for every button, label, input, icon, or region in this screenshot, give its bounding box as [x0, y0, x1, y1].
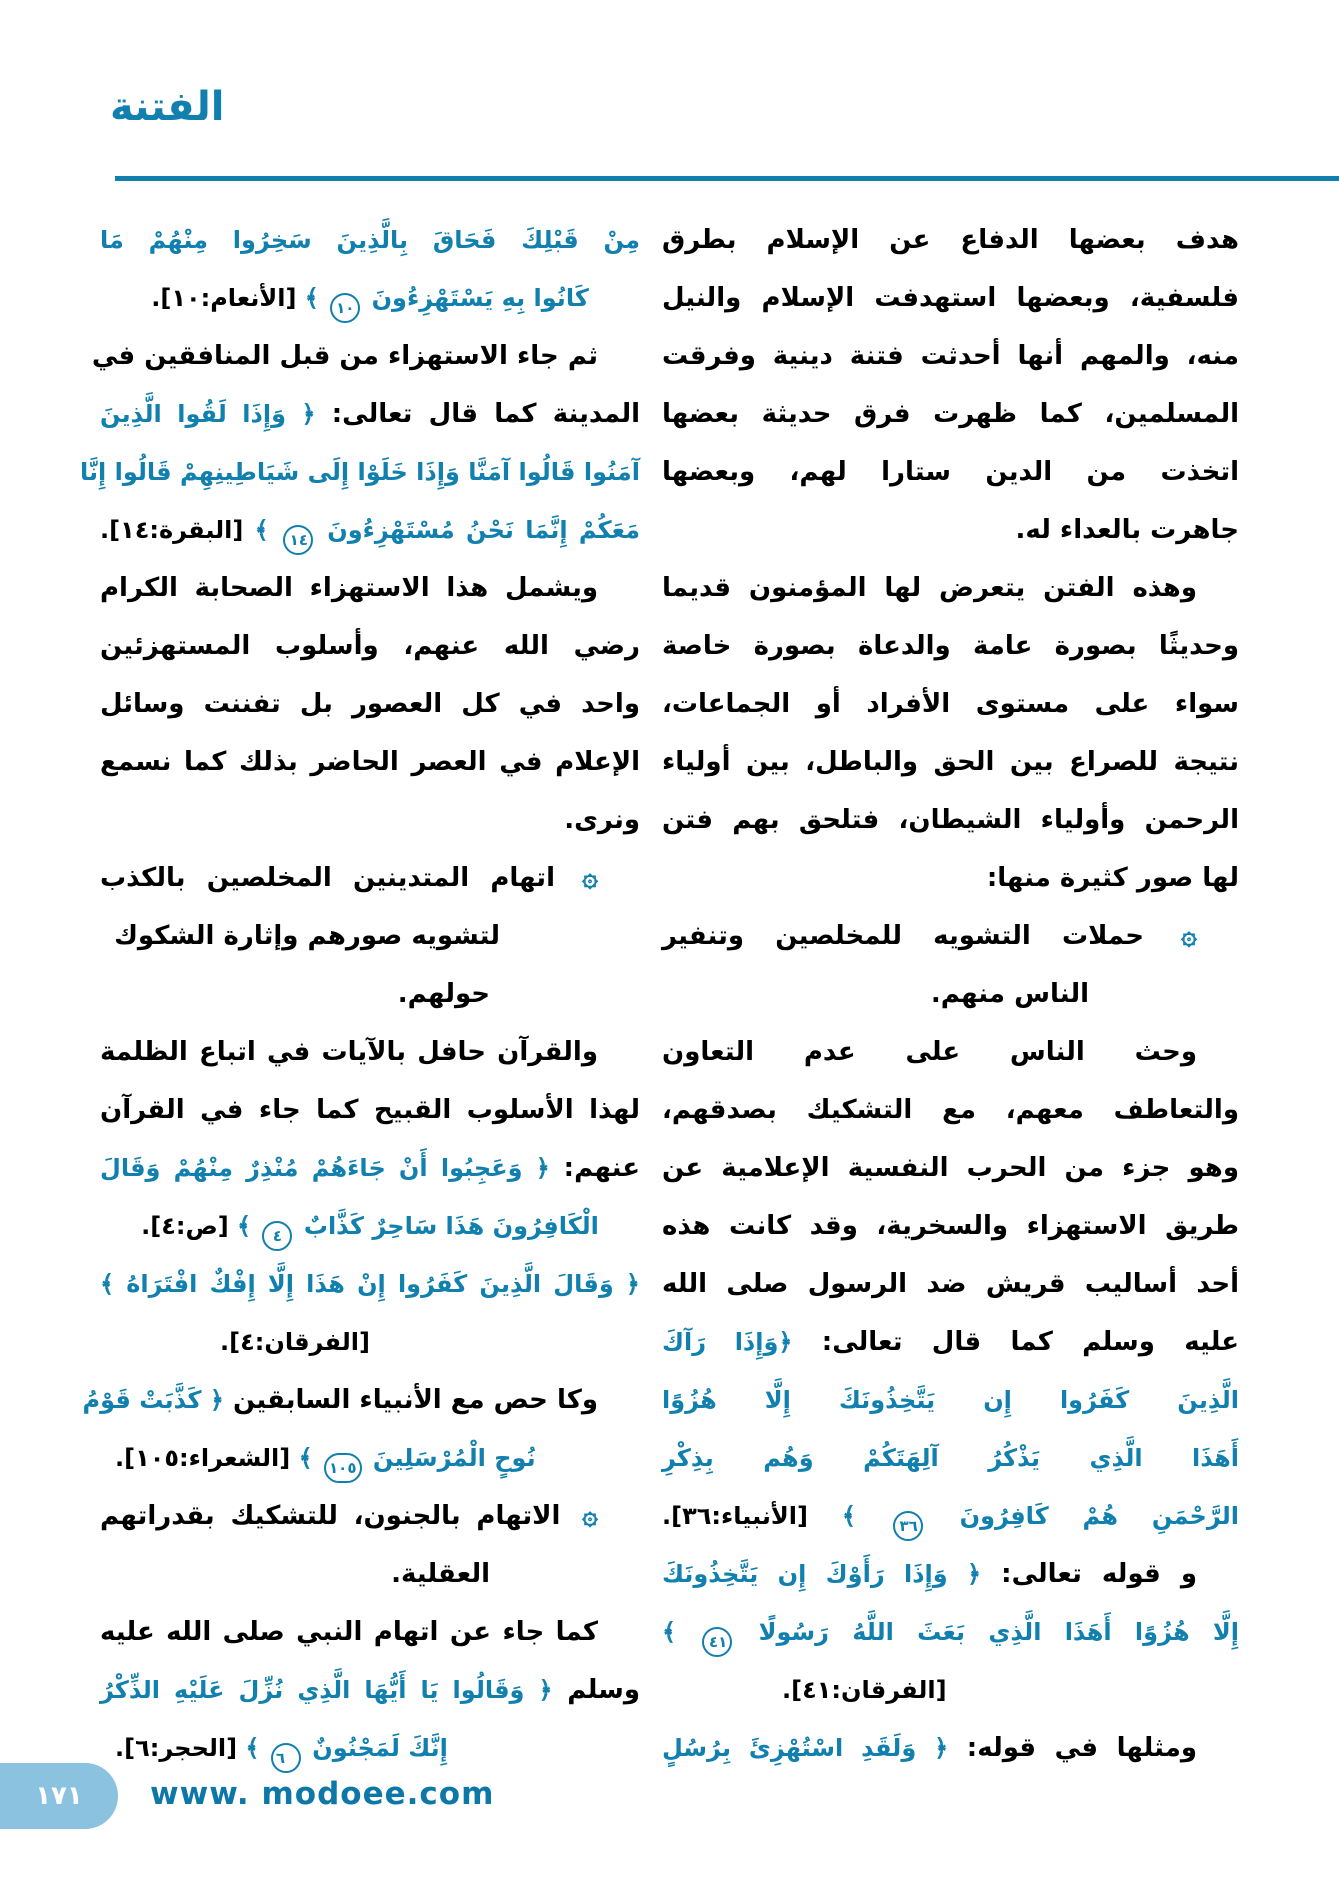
text-line	[100, 559, 640, 617]
body-text: وهو جزء من الحرب النفسية الإعلامية عن	[662, 1153, 1239, 1183]
body-text: واحد في كل العصور بل تفننت وسائل	[100, 689, 640, 719]
body-text: هدف بعضها الدفاع عن الإسلام بطرق	[662, 225, 1239, 255]
quran-verse-text: ﴾	[290, 1444, 322, 1472]
text-line	[100, 1719, 640, 1777]
text-line	[82, 1371, 640, 1429]
text-line	[662, 907, 1239, 965]
text-line	[91, 327, 640, 385]
verse-reference: [الأنبياء:٣٦].	[662, 1502, 808, 1530]
body-text: حولهم.	[397, 979, 490, 1009]
text-line	[100, 965, 640, 1023]
text-line	[662, 1545, 1239, 1603]
body-text: اتخذت من الدين ستارا لهم، وبعضها	[662, 457, 1239, 487]
flower-bullet-icon: ۞	[582, 862, 598, 893]
ayah-number-badge: ٣٦	[893, 1511, 923, 1541]
body-text: ويشمل هذا الاستهزاء الصحابة الكرام	[100, 573, 598, 603]
text-line	[662, 849, 1239, 907]
text-line	[100, 1603, 640, 1661]
quran-verse-text: ﴾	[228, 1212, 260, 1240]
quran-verse-text: ﴿ وَعَجِبُوا أَنْ جَاءَهُمْ مُنْذِرٌ مِنْهُمْ وَقَالَ	[100, 1154, 550, 1182]
text-line	[662, 385, 1239, 443]
verse-reference: [الفرقان:٤].	[220, 1328, 370, 1356]
body-text: منه، والمهم أنها أحدثت فتنة دينية وفرقت	[662, 341, 1239, 371]
text-line	[100, 1661, 640, 1719]
quran-verse-text: مِنْ قَبْلِكَ فَحَاقَ بِالَّذِينَ سَخِرُوا مِنْهُمْ مَا	[100, 226, 640, 254]
text-line	[100, 1023, 640, 1081]
body-text: لهذا الأسلوب القبيح كما جاء في القرآن	[100, 1095, 640, 1125]
body-text: و قوله تعالى:	[981, 1559, 1197, 1589]
text-line	[100, 791, 640, 849]
quran-verse-text: إِنَّكَ لَمَجْنُونٌ	[303, 1734, 448, 1762]
text-line	[100, 1429, 640, 1487]
ayah-number-badge: ١٤	[283, 525, 313, 555]
body-text: الاتهام بالجنون، للتشكيك بقدراتهم	[100, 1501, 577, 1531]
quran-verse-text: أَهَذَا الَّذِي يَذْكُرُ آلِهَتَكُمْ وَهُم بِذِكْرِ	[662, 1444, 1239, 1472]
quran-verse-text: إِلَّا هُزُوًا أَهَذَا الَّذِي بَعَثَ اللَّهُ رَسُولًا	[735, 1618, 1240, 1646]
verse-reference: [الشعراء:١٠٥].	[115, 1444, 291, 1472]
body-text: اتهام المتدينين المخلصين بالكذب	[100, 863, 577, 893]
body-text: رضي الله عنهم، وأسلوب المستهزئين	[100, 631, 640, 661]
site-url: www. modoee.com	[150, 1776, 495, 1812]
text-columns	[79, 211, 1240, 1777]
ayah-number-badge: ٤	[262, 1221, 292, 1251]
text-line	[662, 1429, 1239, 1487]
text-line	[100, 1197, 640, 1255]
body-text: الرحمن وأولياء الشيطان، فتلحق بهم فتن	[662, 805, 1239, 835]
body-text: المسلمين، كما ظهرت فرق حديثة بعضها	[662, 399, 1239, 429]
text-line	[662, 965, 1239, 1023]
quran-verse-text: ﴿ وَإِذَا رَأَوْكَ إِن يَتَّخِذُونَكَ	[662, 1560, 982, 1588]
text-line	[662, 617, 1239, 675]
body-text: لتشويه صورهم وإثارة الشكوك	[114, 921, 500, 951]
body-text: ومثلها في قوله:	[948, 1733, 1197, 1763]
text-line	[100, 269, 640, 327]
text-line	[100, 1487, 640, 1545]
body-text: والقرآن حافل بالآيات في اتباع الظلمة	[100, 1037, 598, 1067]
body-text: نتيجة للصراع بين الحق والباطل، بين أولياء	[662, 747, 1239, 777]
quran-verse-text: الرَّحْمَنِ هُمْ كَافِرُونَ	[925, 1502, 1239, 1530]
body-text: عليه وسلم كما قال تعالى:	[792, 1327, 1239, 1357]
text-line	[662, 1255, 1239, 1313]
body-text: لها صور كثيرة منها:	[986, 863, 1239, 893]
column-right	[662, 211, 1239, 1777]
quran-verse-text: ﴿ وَلَقَدِ اسْتُهْزِئَ بِرُسُلٍ	[662, 1734, 949, 1762]
body-text: وحث الناس على عدم التعاون	[662, 1037, 1197, 1067]
text-line	[662, 1081, 1239, 1139]
body-text: عنهم:	[549, 1153, 640, 1183]
text-line	[100, 211, 640, 269]
text-line	[100, 1545, 640, 1603]
ayah-number-badge: ١٠٥	[324, 1453, 361, 1483]
body-text: أحد أساليب قريش ضد الرسول صلى الله	[662, 1269, 1239, 1299]
body-text: وسلم	[552, 1675, 640, 1705]
ayah-number-badge: ٦	[271, 1743, 301, 1773]
text-line	[662, 443, 1239, 501]
text-line	[662, 1661, 1239, 1719]
body-text: سواء على مستوى الأفراد أو الجماعات،	[662, 689, 1239, 719]
text-line	[100, 617, 640, 675]
body-text: الناس منهم.	[930, 979, 1089, 1009]
text-line	[100, 1313, 640, 1371]
quran-verse-text: الَّذِينَ كَفَرُوا إِن يَتَّخِذُونَكَ إِلَّا هُزُوًا	[662, 1386, 1239, 1414]
text-line	[100, 907, 640, 965]
verse-reference: [الفرقان:٤١].	[782, 1676, 947, 1704]
text-line	[662, 1313, 1239, 1371]
verse-reference: [الأنعام:١٠].	[151, 284, 297, 312]
flower-bullet-icon: ۞	[1181, 920, 1197, 951]
quran-verse-text: نُوحٍ الْمُرْسَلِينَ	[364, 1444, 536, 1472]
text-line	[662, 1371, 1239, 1429]
text-line	[100, 675, 640, 733]
text-line	[662, 1719, 1239, 1777]
body-text: المدينة كما قال تعالى:	[315, 399, 640, 429]
quran-verse-text: كَانُوا بِهِ يَسْتَهْزِءُونَ	[363, 284, 589, 312]
quran-verse-text: ﴿وَإِذَا رَآكَ	[662, 1328, 793, 1356]
text-line	[100, 1081, 640, 1139]
body-text: وكا حص مع الأنبياء السابقين	[223, 1385, 598, 1415]
quran-verse-text: ﴿ وَقَالُوا يَا أَيُّهَا الَّذِي نُزِّلَ عَلَيْهِ الذِّكْرُ	[100, 1676, 553, 1704]
text-line	[662, 733, 1239, 791]
body-text: وحديثًا بصورة عامة والدعاة بصورة خاصة	[662, 631, 1239, 661]
page-number: ١٧١	[35, 1781, 83, 1811]
verse-reference: [الحجر:٦].	[115, 1734, 238, 1762]
text-line	[662, 559, 1239, 617]
quran-verse-text: ﴾	[662, 1618, 700, 1646]
text-line	[100, 1139, 640, 1197]
verse-reference: [ص:٤].	[141, 1212, 229, 1240]
quran-verse-text: ﴾	[243, 516, 280, 544]
column-left	[79, 211, 641, 1777]
quran-verse-text: ﴿ وَقَالَ الَّذِينَ كَفَرُوا إِنْ هَذَا إِلَّا إِفْكٌ افْتَرَاهُ ﴾	[100, 1270, 640, 1298]
text-line	[79, 443, 640, 501]
text-line	[662, 327, 1239, 385]
text-line	[662, 1197, 1239, 1255]
quran-verse-text: الْكَافِرُونَ هَذَا سَاحِرٌ كَذَّابٌ	[295, 1212, 599, 1240]
text-line	[662, 1487, 1239, 1545]
quran-verse-text: مَعَكُمْ إِنَّمَا نَحْنُ مُسْتَهْزِءُونَ	[315, 516, 641, 544]
flower-bullet-icon: ۞	[582, 1500, 598, 1531]
text-line	[662, 211, 1239, 269]
quran-verse-text: ﴾	[237, 1734, 268, 1762]
quran-verse-text: ﴾	[296, 284, 328, 312]
page-title: الفتنة	[110, 84, 225, 130]
text-line	[662, 1603, 1239, 1661]
body-text: وهذه الفتن يتعرض لها المؤمنون قديما	[662, 573, 1197, 603]
text-line	[662, 269, 1239, 327]
quran-verse-text: آمَنُوا قَالُوا آمَنَّا وَإِذَا خَلَوْا إِلَى شَيَاطِينِهِمْ قَالُوا إِنَّا	[79, 458, 640, 486]
body-text: فلسفية، وبعضها استهدفت الإسلام والنيل	[662, 283, 1239, 313]
body-text: حملات التشويه للمخلصين وتنفير	[662, 921, 1176, 951]
text-line	[100, 385, 640, 443]
body-text: والتعاطف معهم، مع التشكيك بصدقهم،	[662, 1095, 1239, 1125]
body-text: ثم جاء الاستهزاء من قبل المنافقين في	[91, 341, 598, 371]
body-text: طريق الاستهزاء والسخرية، وقد كانت هذه	[662, 1211, 1239, 1241]
page-number-pill	[0, 1763, 118, 1829]
quran-verse-text: ﴿ وَإِذَا لَقُوا الَّذِينَ	[100, 400, 316, 428]
body-text: ونرى.	[564, 805, 640, 835]
body-text: كما جاء عن اتهام النبي صلى الله عليه	[100, 1617, 598, 1647]
ayah-number-badge: ١٠	[330, 293, 360, 323]
text-line	[100, 501, 640, 559]
body-text: الإعلام في العصر الحاضر بذلك كما نسمع	[100, 747, 640, 777]
quran-verse-text: ﴾	[807, 1502, 890, 1530]
header-divider	[115, 176, 1339, 181]
text-line	[662, 1139, 1239, 1197]
body-text: جاهرت بالعداء له.	[1015, 515, 1239, 545]
body-text: العقلية.	[391, 1559, 490, 1589]
ayah-number-badge: ٤١	[702, 1627, 732, 1657]
text-line	[100, 1255, 640, 1313]
text-line	[662, 501, 1239, 559]
text-line	[662, 791, 1239, 849]
quran-verse-text: ﴿ كَذَّبَتْ قَوْمُ	[82, 1386, 224, 1414]
text-line	[662, 1023, 1239, 1081]
text-line	[100, 733, 640, 791]
verse-reference: [البقرة:١٤].	[100, 516, 244, 544]
text-line	[100, 849, 640, 907]
text-line	[662, 675, 1239, 733]
